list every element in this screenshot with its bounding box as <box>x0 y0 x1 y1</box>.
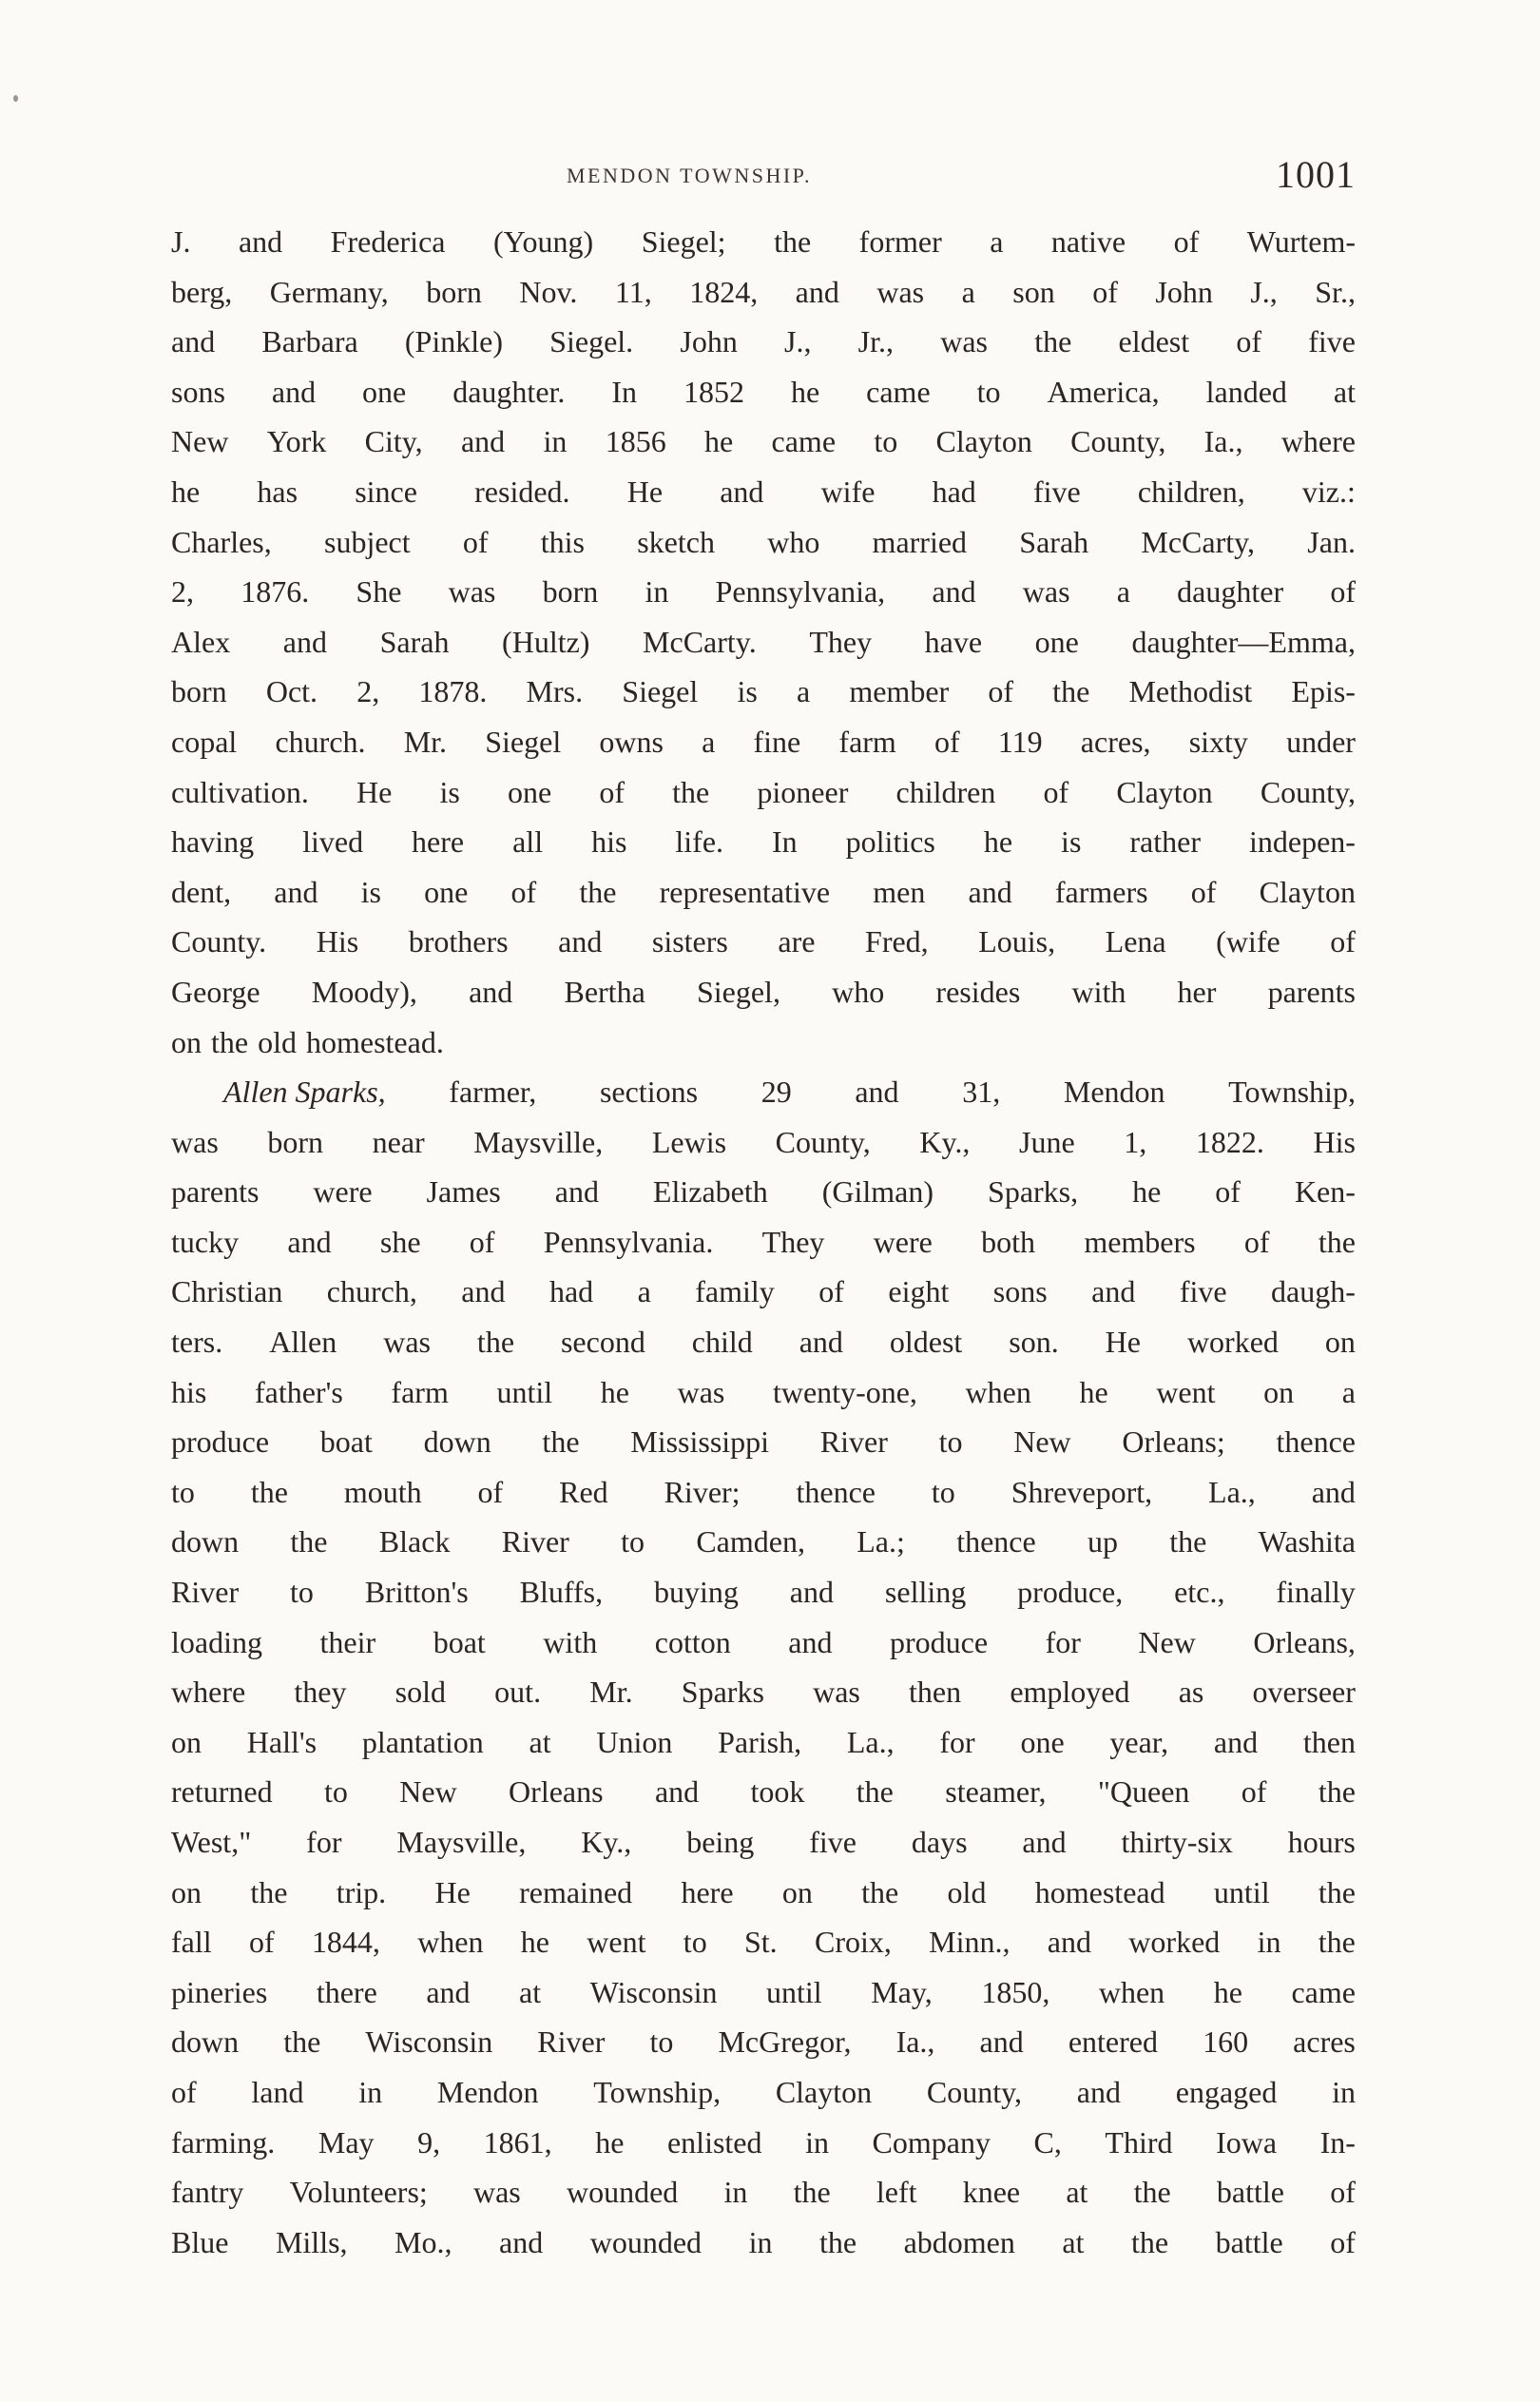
text-line: ters. Allen was the second child and oldest son. He worked on <box>171 1325 1356 1360</box>
text-line: sons and one daughter. In 1852 he came to America, landed at <box>171 374 1356 409</box>
text-line: Christian church, and had a family of eight sons and five daugh- <box>171 1274 1356 1309</box>
text-line: down the Black River to Camden, La.; thence up the Washita <box>171 1524 1356 1559</box>
text-line: fantry Volunteers; was wounded in the left knee at the battle of <box>171 2175 1356 2210</box>
running-head <box>171 153 1356 205</box>
text-line: on the old homestead. <box>171 1024 444 1059</box>
text-line: and Barbara (Pinkle) Siegel. John J., Jr., was the eldest of five <box>171 324 1356 359</box>
text-line: was born near Maysville, Lewis County, Ky., June 1, 1822. His <box>171 1124 1356 1159</box>
text-line: loading their boat with cotton and produce for New Orleans, <box>171 1624 1356 1659</box>
paragraph-sparks <box>171 1067 1356 2267</box>
text-line: his father's farm until he was twenty-one, when he went on a <box>171 1374 1356 1409</box>
text-line: Alex and Sarah (Hultz) McCarty. They have one daughter—Emma, <box>171 624 1356 659</box>
text-line: parents were James and Elizabeth (Gilman) Sparks, he of Ken- <box>171 1174 1356 1210</box>
text-line: on the trip. He remained here on the old homestead until the <box>171 1874 1356 1909</box>
first-line-text: farmer, <box>449 1075 537 1110</box>
text-line: where they sold out. Mr. Sparks was then employed as overseer <box>171 1675 1356 1710</box>
body-text <box>171 217 1356 2267</box>
text-line: having lived here all his life. In politics he is rather indepen- <box>171 824 1356 860</box>
text-line: J. and Frederica (Young) Siegel; the former a native of Wurtem- <box>171 224 1356 259</box>
margin-speck <box>13 95 18 102</box>
paragraph-first-line: Allen Sparks, farmer, sections 29 and 31, Mendon Township, <box>171 1067 1356 1117</box>
text-line: born Oct. 2, 1878. Mrs. Siegel is a member of the Methodist Epis- <box>171 674 1356 709</box>
text-line: Blue Mills, Mo., and wounded in the abdomen at the battle of <box>171 2224 1356 2259</box>
text-line: tucky and she of Pennsylvania. They were both members of the <box>171 1224 1356 1259</box>
text-line: of land in Mendon Township, Clayton County, and engaged in <box>171 2074 1356 2109</box>
page-number: 1001 <box>1276 153 1356 196</box>
text-line: West," for Maysville, Ky., being five days and thirty-six hours <box>171 1825 1356 1859</box>
text-line: George Moody), and Bertha Siegel, who resides with her parents <box>171 974 1356 1009</box>
text-line: returned to New Orleans and took the steamer, "Queen of the <box>171 1774 1356 1810</box>
text-line: County. His brothers and sisters are Fred, Louis, Lena (wife of <box>171 924 1356 959</box>
paragraph-siegel <box>171 217 1356 1067</box>
text-line: River to Britton's Bluffs, buying and selling produce, etc., finally <box>171 1575 1356 1610</box>
text-line: 2, 1876. She was born in Pennsylvania, and was a daughter of <box>171 574 1356 610</box>
text-line: to the mouth of Red River; thence to Shreveport, La., and <box>171 1474 1356 1509</box>
text-line: down the Wisconsin River to McGregor, Ia., and entered 160 acres <box>171 2024 1356 2060</box>
text-line: dent, and is one of the representative men and farmers of Clayton <box>171 874 1356 909</box>
text-line: produce boat down the Mississippi River to New Orleans; thence <box>171 1424 1356 1460</box>
text-line: fall of 1844, when he went to St. Croix, Minn., and worked in the <box>171 1925 1356 1960</box>
text-line: pineries there and at Wisconsin until May, 1850, when he came <box>171 1974 1356 2009</box>
text-line: copal church. Mr. Siegel owns a fine farm of 119 acres, sixty under <box>171 724 1356 759</box>
text-line: berg, Germany, born Nov. 11, 1824, and was a son of John J., Sr., <box>171 274 1356 309</box>
text-line: he has since resided. He and wife had five children, viz.: <box>171 474 1356 509</box>
text-line: cultivation. He is one of the pioneer children of Clayton County, <box>171 774 1356 809</box>
text-line: on Hall's plantation at Union Parish, La., for one year, and then <box>171 1724 1356 1759</box>
text-line: farming. May 9, 1861, he enlisted in Company C, Third Iowa In- <box>171 2124 1356 2160</box>
text-line: New York City, and in 1856 he came to Clayton County, Ia., where <box>171 424 1356 459</box>
text-line: Charles, subject of this sketch who married Sarah McCarty, Jan. <box>171 524 1356 559</box>
running-title: MENDON TOWNSHIP. <box>567 164 812 187</box>
subject-name: Allen Sparks, <box>223 1075 386 1110</box>
